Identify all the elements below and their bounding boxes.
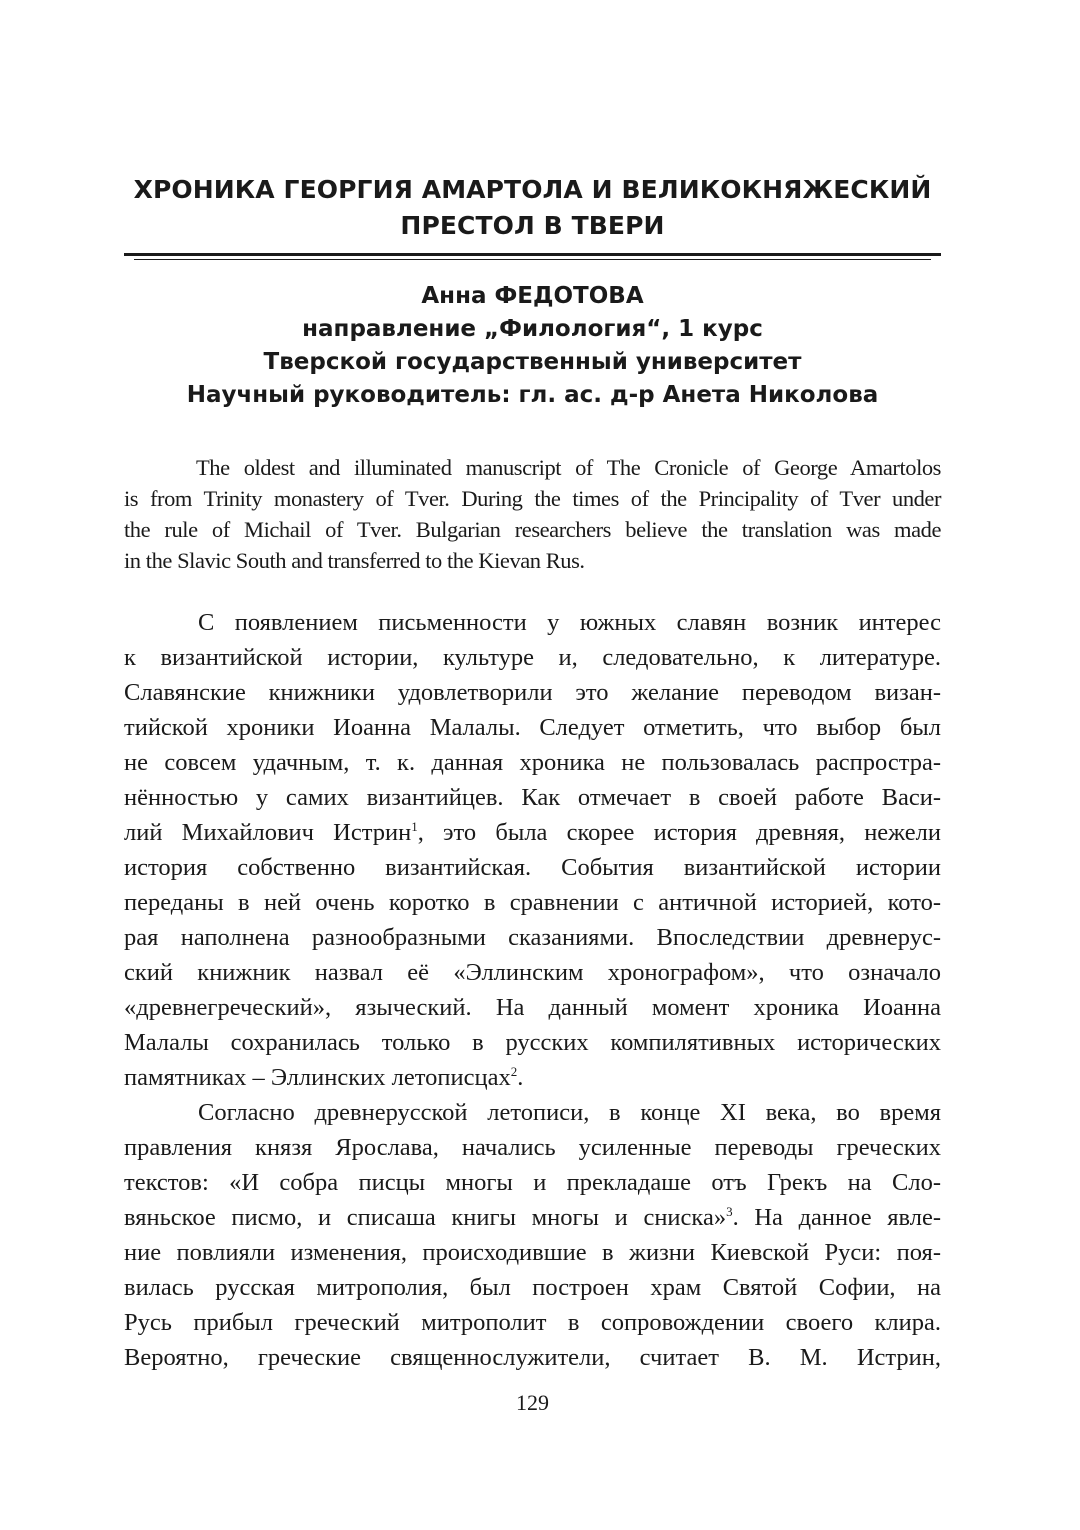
footnote-ref-2: 2: [510, 1064, 518, 1079]
body-line: к византийской истории, культуре и, следовательно, к литературе.: [124, 644, 941, 671]
body-line: [124, 1060, 941, 1095]
abstract-line: The oldest and illuminated manuscript of The Cronicle of George Amartolos: [196, 455, 941, 480]
body-line: «древнегреческий», языческий. На данный момент хроника Иоанна: [124, 994, 941, 1021]
article-title: [124, 172, 941, 244]
title-line-1: ХРОНИКА ГЕОРГИЯ АМАРТОЛА И ВЕЛИКОКНЯЖЕСКИЙ: [133, 175, 932, 204]
abstract-line: is from Trinity monastery of Tver. During the times of the Principality of Tver under: [124, 486, 941, 511]
body-line: рая наполнена разнообразными сказаниями. Впоследствии древнерус-: [124, 924, 941, 951]
body-line-part: вяньское писмо, и списаша книгы многы и сниска»: [124, 1204, 727, 1231]
body-line-part: .: [517, 1064, 524, 1091]
body-line: ский книжник назвал её «Эллинским хронографом», что означало: [124, 959, 941, 986]
article-page: [124, 0, 941, 1530]
body-line: ние повлияли изменения, происходившие в жизни Киевской Руси: поя-: [124, 1239, 941, 1266]
body-line: не совсем удачным, т. к. данная хроника не пользовалась распростра-: [124, 749, 941, 776]
body-line: история собственно византийская. События византийской истории: [124, 854, 941, 881]
body-line: Русь прибыл греческий митрополит в сопровождении своего клира.: [124, 1309, 941, 1336]
page-number: 129: [516, 1390, 549, 1415]
author-program: направление „Филология“, 1 курс: [302, 316, 763, 342]
title-divider-thin: [134, 259, 931, 260]
abstract-line: in the Slavic South and transferred to the Kievan Rus.: [124, 548, 585, 573]
abstract-paragraph: [124, 452, 941, 576]
body-line-part: . На данное явле-: [732, 1204, 941, 1231]
author-university: Тверской государственный университет: [263, 349, 802, 375]
abstract-line: the rule of Michail of Tver. Bulgarian researchers believe the translation was made: [124, 517, 941, 542]
author-name: Анна ФЕДОТОВА: [421, 283, 644, 309]
body-line: Малалы сохранилась только в русских компилятивных исторических: [124, 1029, 941, 1056]
footnote-ref-3: 3: [726, 1204, 733, 1219]
body-line-part: , это была скорее история древняя, нежели: [417, 819, 941, 846]
body-line-part: лий Михайлович Истрин: [124, 819, 412, 846]
footnote-ref-1: 1: [411, 819, 418, 834]
body-line: вилась русская митрополия, был построен храм Святой Софии, на: [124, 1274, 941, 1301]
body-text: [124, 605, 941, 1375]
body-line: переданы в ней очень коротко в сравнении с античной историей, кото-: [124, 889, 941, 916]
body-line: тийской хроники Иоанна Малалы. Следует отметить, что выбор был: [124, 714, 941, 741]
body-line: Славянские книжники удовлетворили это желание переводом визан-: [124, 679, 941, 706]
body-line: правления князя Ярослава, начались усиленные переводы греческих: [124, 1134, 941, 1161]
body-line-part: памятниках – Эллинских летописцах: [124, 1064, 511, 1091]
title-divider-thick: [124, 253, 941, 256]
author-block: [124, 280, 941, 412]
title-line-2: ПРЕСТОЛ В ТВЕРИ: [400, 211, 665, 240]
body-line: [124, 815, 941, 850]
body-line: Согласно древнерусской летописи, в конце XI века, во время: [198, 1099, 941, 1126]
body-line: Вероятно, греческие священнослужители, считает В. М. Истрин,: [124, 1344, 941, 1371]
author-supervisor: Научный руководитель: гл. ас. д-р Анета Николова: [186, 382, 879, 408]
body-line: текстов: «И собра писцы многы и прекладаше отъ Грекъ на Сло-: [124, 1169, 941, 1196]
body-line: С появлением письменности у южных славян возник интерес: [198, 609, 941, 636]
body-line: [124, 1200, 941, 1235]
body-line: нённостью у самих византийцев. Как отмечает в своей работе Васи-: [124, 784, 941, 811]
